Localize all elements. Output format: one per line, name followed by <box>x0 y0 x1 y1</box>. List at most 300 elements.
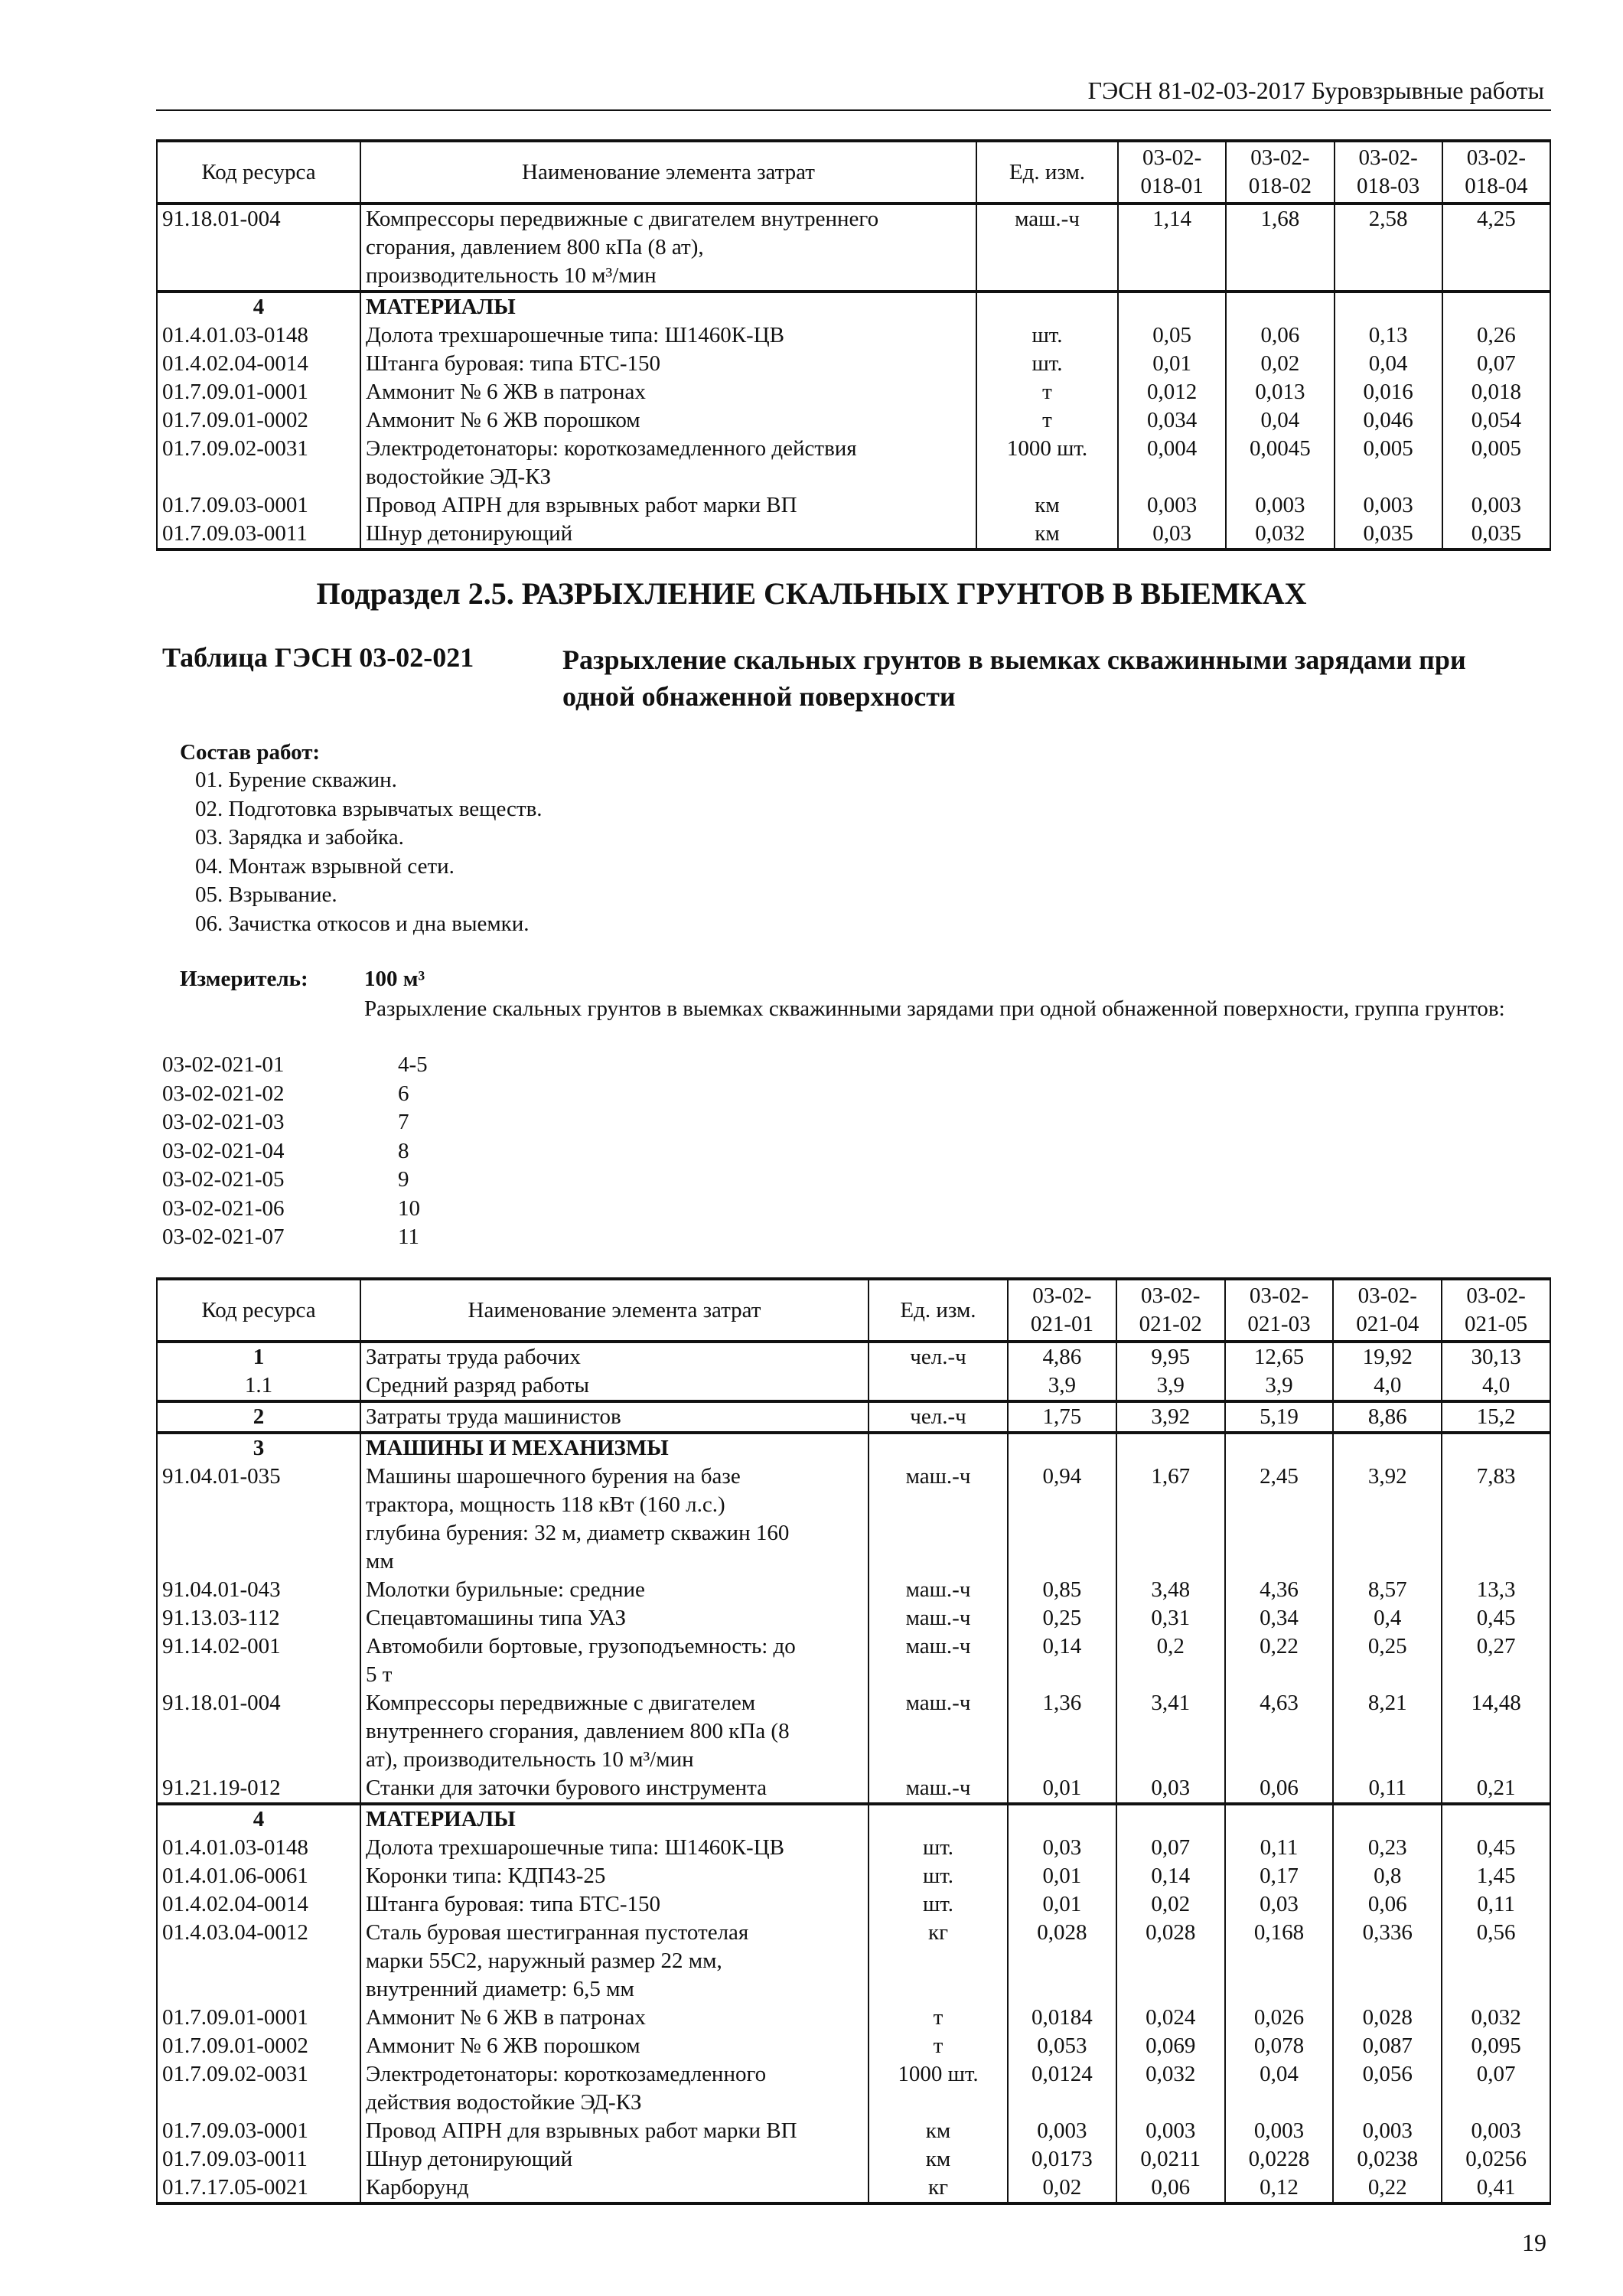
norm-value: 0,01 <box>1008 1890 1116 1919</box>
unit: шт. <box>869 1890 1008 1919</box>
table-row <box>157 1576 1550 1604</box>
norm-value: 0,01 <box>1008 1774 1116 1804</box>
norm-value: 0,07 <box>1442 2060 1550 2117</box>
norm-value: 9,95 <box>1116 1342 1225 1371</box>
header-norm-code: 03-02- 021-05 <box>1442 1279 1550 1342</box>
norm-value: 8,21 <box>1333 1689 1442 1774</box>
resource-code: 01.7.09.03-0011 <box>157 520 360 550</box>
table-row <box>157 1890 1550 1919</box>
soil-group: 10 <box>398 1195 420 1221</box>
works-item: 01. Бурение скважин. <box>195 768 397 792</box>
resource-code: 01.7.09.01-0002 <box>157 406 360 435</box>
measure-code-row <box>162 1195 428 1224</box>
norm-value: 0,04 <box>1226 406 1334 435</box>
norm-value: 0,018 <box>1442 378 1550 406</box>
resource-name: МАТЕРИАЛЫ <box>360 292 976 321</box>
norm-value: 8,86 <box>1333 1401 1442 1433</box>
works-item: 02. Подготовка взрывчатых веществ. <box>195 796 543 821</box>
resource-name: Электродетонаторы: короткозамедленного действия водостойкие ЭД-КЗ <box>360 2060 869 2117</box>
norm-value: 7,83 <box>1442 1463 1550 1576</box>
unit: т <box>869 2004 1008 2032</box>
norm-value <box>1225 1433 1334 1463</box>
norm-value: 0,046 <box>1335 406 1442 435</box>
measure-code: 03-02-021-07 <box>162 1225 285 1249</box>
norm-value <box>1442 1804 1550 1834</box>
norm-value: 0,22 <box>1333 2174 1442 2203</box>
norm-value: 0,095 <box>1442 2032 1550 2060</box>
page-number: 19 <box>1522 2229 1546 2256</box>
norm-value: 0,003 <box>1008 2117 1116 2145</box>
unit: 1000 шт. <box>869 2060 1008 2117</box>
norm-value: 0,035 <box>1335 520 1442 550</box>
norm-value <box>1118 292 1226 321</box>
norm-value: 8,57 <box>1333 1576 1442 1604</box>
unit: шт. <box>976 350 1118 378</box>
norm-value <box>1116 1804 1225 1834</box>
norm-value: 0,03 <box>1118 520 1226 550</box>
resource-name: МАТЕРИАЛЫ <box>360 1804 869 1834</box>
norm-value: 0,45 <box>1442 1604 1550 1632</box>
measure-code-row <box>162 1108 428 1137</box>
resource-code: 01.4.01.03-0148 <box>157 321 360 350</box>
norm-value: 0,2 <box>1116 1632 1225 1689</box>
norm-value: 1,75 <box>1008 1401 1116 1433</box>
norm-value: 1,14 <box>1118 204 1226 292</box>
resource-table-018 <box>156 139 1551 551</box>
norm-value: 0,078 <box>1225 2032 1334 2060</box>
resource-code: 01.4.03.04-0012 <box>157 1919 360 2004</box>
unit: т <box>976 406 1118 435</box>
norm-value: 0,14 <box>1008 1632 1116 1689</box>
header-norm-code: 03-02- 018-03 <box>1335 141 1442 204</box>
resource-name: Шнур детонирующий <box>360 2145 869 2174</box>
soil-group: 4-5 <box>398 1052 428 1077</box>
resource-code: 01.7.09.01-0001 <box>157 2004 360 2032</box>
soil-group: 6 <box>398 1081 409 1106</box>
norm-value: 4,63 <box>1225 1689 1334 1774</box>
norm-value: 0,034 <box>1118 406 1226 435</box>
norm-value <box>1442 1433 1550 1463</box>
norm-value: 0,028 <box>1008 1919 1116 2004</box>
norm-value: 0,11 <box>1225 1834 1334 1862</box>
resource-name: Штанга буровая: типа БТС-150 <box>360 1890 869 1919</box>
norm-value: 0,336 <box>1333 1919 1442 2004</box>
norm-value: 0,85 <box>1008 1576 1116 1604</box>
norm-value: 4,25 <box>1442 204 1550 292</box>
resource-code: 01.7.09.02-0031 <box>157 435 360 491</box>
header-norm-code: 03-02- 021-03 <box>1225 1279 1334 1342</box>
resource-name: Машины шарошечного бурения на базе трактора, мощность 118 кВт (160 л.с.) глубина бурения: 32 м, диаметр скважин 160 мм <box>360 1463 869 1576</box>
norm-value: 0,4 <box>1333 1604 1442 1632</box>
norm-value: 0,04 <box>1335 350 1442 378</box>
table-row <box>157 2032 1550 2060</box>
norm-value: 0,053 <box>1008 2032 1116 2060</box>
norm-value: 0,23 <box>1333 1834 1442 1862</box>
unit: шт. <box>976 321 1118 350</box>
norm-value: 0,003 <box>1335 491 1442 520</box>
resource-code: 01.4.02.04-0014 <box>157 1890 360 1919</box>
norm-value: 0,003 <box>1116 2117 1225 2145</box>
table-row <box>157 2060 1550 2117</box>
table-row <box>157 1371 1550 1401</box>
resource-code: 01.7.09.02-0031 <box>157 2060 360 2117</box>
table-row <box>157 2004 1550 2032</box>
norm-value: 0,087 <box>1333 2032 1442 2060</box>
resource-code: 01.4.01.06-0061 <box>157 1862 360 1890</box>
norm-value: 0,168 <box>1225 1919 1334 2004</box>
norm-value <box>1333 1433 1442 1463</box>
measure-code-row <box>162 1051 428 1080</box>
measure-codes <box>162 1051 428 1252</box>
norm-value: 0,003 <box>1442 491 1550 520</box>
norm-value: 0,0256 <box>1442 2145 1550 2174</box>
norm-value: 0,41 <box>1442 2174 1550 2203</box>
norm-value: 3,9 <box>1008 1371 1116 1401</box>
header-code: Код ресурса <box>157 1279 360 1342</box>
measure-label: Измеритель: <box>180 967 308 991</box>
unit <box>976 292 1118 321</box>
norm-value: 0,003 <box>1118 491 1226 520</box>
unit: км <box>976 520 1118 550</box>
norm-value: 0,25 <box>1008 1604 1116 1632</box>
measure-code: 03-02-021-02 <box>162 1081 285 1106</box>
norm-value: 3,41 <box>1116 1689 1225 1774</box>
norm-value: 0,11 <box>1333 1774 1442 1804</box>
norm-value: 0,028 <box>1116 1919 1225 2004</box>
norm-value: 0,07 <box>1442 350 1550 378</box>
norm-value: 15,2 <box>1442 1401 1550 1433</box>
norm-value: 0,03 <box>1225 1890 1334 1919</box>
norm-value: 0,026 <box>1225 2004 1334 2032</box>
norm-value <box>1008 1804 1116 1834</box>
table-row <box>157 321 1550 350</box>
norm-value: 0,032 <box>1442 2004 1550 2032</box>
table-row <box>157 435 1550 491</box>
norm-value: 0,31 <box>1116 1604 1225 1632</box>
table-row <box>157 2174 1550 2203</box>
resource-name: Аммонит № 6 ЖВ в патронах <box>360 378 976 406</box>
table-row <box>157 1834 1550 1862</box>
unit: км <box>869 2145 1008 2174</box>
resource-code: 01.7.09.01-0001 <box>157 378 360 406</box>
header-row <box>157 1279 1550 1342</box>
norm-value <box>1225 1804 1334 1834</box>
unit: т <box>976 378 1118 406</box>
measure-code: 03-02-021-06 <box>162 1195 285 1221</box>
row-group <box>157 1401 1550 1433</box>
resource-name: Молотки бурильные: средние <box>360 1576 869 1604</box>
resource-code: 01.4.02.04-0014 <box>157 350 360 378</box>
works-list <box>195 766 543 938</box>
resource-name: Штанга буровая: типа БТС-150 <box>360 350 976 378</box>
table-row <box>157 1862 1550 1890</box>
soil-group: 8 <box>398 1138 409 1163</box>
table-row <box>157 1689 1550 1774</box>
norm-value: 0,13 <box>1335 321 1442 350</box>
norm-value: 0,01 <box>1008 1862 1116 1890</box>
unit: кг <box>869 1919 1008 2004</box>
header-name: Наименование элемента затрат <box>360 1279 869 1342</box>
resource-code: 91.13.03-112 <box>157 1604 360 1632</box>
norm-value: 0,056 <box>1333 2060 1442 2117</box>
section-row <box>157 1401 1550 1433</box>
norm-value: 0,02 <box>1116 1890 1225 1919</box>
row-group <box>157 1433 1550 1804</box>
unit: кг <box>869 2174 1008 2203</box>
header-unit: Ед. изм. <box>976 141 1118 204</box>
works-item: 06. Зачистка откосов и дна выемки. <box>195 911 530 936</box>
resource-name: Карборунд <box>360 2174 869 2203</box>
norm-value: 4,0 <box>1442 1371 1550 1401</box>
norm-value: 0,06 <box>1333 1890 1442 1919</box>
norm-value: 12,65 <box>1225 1342 1334 1371</box>
resource-name: Провод АПРН для взрывных работ марки ВП <box>360 2117 869 2145</box>
norm-value: 0,04 <box>1225 2060 1334 2117</box>
header-norm-code: 03-02- 021-01 <box>1008 1279 1116 1342</box>
norm-value: 0,06 <box>1226 321 1334 350</box>
norm-value: 0,05 <box>1118 321 1226 350</box>
resource-name: Компрессоры передвижные с двигателем внутреннего сгорания, давлением 800 кПа (8 ат), производительность 10 м³/мин <box>360 204 976 292</box>
resource-name: Аммонит № 6 ЖВ порошком <box>360 2032 869 2060</box>
resource-code: 1 <box>157 1342 360 1371</box>
norm-value: 0,06 <box>1116 2174 1225 2203</box>
resource-name: Долота трехшарошечные типа: Ш1460К-ЦВ <box>360 321 976 350</box>
norm-value <box>1008 1433 1116 1463</box>
table-header <box>157 1279 1550 1342</box>
resource-code: 91.21.19-012 <box>157 1774 360 1804</box>
norm-value: 1,68 <box>1226 204 1334 292</box>
norm-value <box>1226 292 1334 321</box>
resource-name: Сталь буровая шестигранная пустотелая марки 55С2, наружный размер 22 мм, внутренний диаметр: 6,5 мм <box>360 1919 869 2004</box>
norm-value <box>1442 292 1550 321</box>
section-row <box>157 1433 1550 1463</box>
header-norm-code: 03-02- 018-01 <box>1118 141 1226 204</box>
table-row <box>157 350 1550 378</box>
table-row <box>157 2145 1550 2174</box>
resource-code: 91.04.01-043 <box>157 1576 360 1604</box>
resource-code: 01.7.09.01-0002 <box>157 2032 360 2060</box>
norm-value: 0,003 <box>1226 491 1334 520</box>
measure-code-row <box>162 1080 428 1109</box>
unit: маш.-ч <box>976 204 1118 292</box>
norm-value: 0,003 <box>1442 2117 1550 2145</box>
unit <box>869 1433 1008 1463</box>
header-unit: Ед. изм. <box>869 1279 1008 1342</box>
norm-value: 0,8 <box>1333 1862 1442 1890</box>
unit: маш.-ч <box>869 1774 1008 1804</box>
resource-name: Автомобили бортовые, грузоподъемность: до 5 т <box>360 1632 869 1689</box>
header-row <box>157 141 1550 204</box>
norm-value: 0,035 <box>1442 520 1550 550</box>
unit: маш.-ч <box>869 1604 1008 1632</box>
row-group <box>157 1342 1550 1401</box>
norm-value: 4,36 <box>1225 1576 1334 1604</box>
unit: маш.-ч <box>869 1576 1008 1604</box>
norm-value: 3,9 <box>1116 1371 1225 1401</box>
norm-value: 4,86 <box>1008 1342 1116 1371</box>
header-name: Наименование элемента затрат <box>360 141 976 204</box>
norm-value: 0,012 <box>1118 378 1226 406</box>
norm-value: 13,3 <box>1442 1576 1550 1604</box>
table-row <box>157 204 1550 292</box>
norm-value: 3,92 <box>1333 1463 1442 1576</box>
unit: маш.-ч <box>869 1463 1008 1576</box>
norm-value: 0,26 <box>1442 321 1550 350</box>
header-norm-code: 03-02- 021-02 <box>1116 1279 1225 1342</box>
section-row <box>157 1804 1550 1834</box>
resource-code: 4 <box>157 292 360 321</box>
header-norm-code: 03-02- 021-04 <box>1333 1279 1442 1342</box>
norm-value: 0,032 <box>1116 2060 1225 2117</box>
measure-code: 03-02-021-04 <box>162 1138 285 1163</box>
norm-value <box>1116 1433 1225 1463</box>
table-row <box>157 406 1550 435</box>
resource-name: Долота трехшарошечные типа: Ш1460К-ЦВ <box>360 1834 869 1862</box>
norm-value: 0,0211 <box>1116 2145 1225 2174</box>
norm-value: 0,27 <box>1442 1632 1550 1689</box>
table-row <box>157 1632 1550 1689</box>
table-row <box>157 378 1550 406</box>
measure-code: 03-02-021-03 <box>162 1110 285 1134</box>
measure-code-row <box>162 1137 428 1166</box>
resource-name: Средний разряд работы <box>360 1371 869 1401</box>
resource-code: 2 <box>157 1401 360 1433</box>
resource-name: Спецавтомашины типа УАЗ <box>360 1604 869 1632</box>
table-caption: Разрыхление скальных грунтов в выемках скважинными зарядами при одной обнаженной поверхности <box>562 644 1466 712</box>
resource-code: 01.7.09.03-0001 <box>157 491 360 520</box>
norm-value: 19,92 <box>1333 1342 1442 1371</box>
resource-code: 1.1 <box>157 1371 360 1401</box>
norm-value <box>1333 1804 1442 1834</box>
norm-value: 0,17 <box>1225 1862 1334 1890</box>
norm-value: 1,45 <box>1442 1862 1550 1890</box>
norm-value: 3,92 <box>1116 1401 1225 1433</box>
norm-value: 3,48 <box>1116 1576 1225 1604</box>
soil-group: 9 <box>398 1167 409 1192</box>
resource-code: 01.4.01.03-0148 <box>157 1834 360 1862</box>
row-group <box>157 292 1550 550</box>
norm-value: 2,45 <box>1225 1463 1334 1576</box>
header-code: Код ресурса <box>157 141 360 204</box>
norm-value: 0,45 <box>1442 1834 1550 1862</box>
measure-code-row <box>162 1223 428 1252</box>
unit: чел.-ч <box>869 1342 1008 1371</box>
norm-value: 0,34 <box>1225 1604 1334 1632</box>
unit: 1000 шт. <box>976 435 1118 491</box>
norm-value: 0,25 <box>1333 1632 1442 1689</box>
measure-code: 03-02-021-01 <box>162 1052 285 1077</box>
norm-value: 0,032 <box>1226 520 1334 550</box>
norm-value: 0,054 <box>1442 406 1550 435</box>
table-row <box>157 491 1550 520</box>
norm-value: 2,58 <box>1335 204 1442 292</box>
norm-value: 0,028 <box>1333 2004 1442 2032</box>
norm-value: 3,9 <box>1225 1371 1334 1401</box>
resource-name: МАШИНЫ И МЕХАНИЗМЫ <box>360 1433 869 1463</box>
norm-value: 1,67 <box>1116 1463 1225 1576</box>
header-norm-code: 03-02- 018-04 <box>1442 141 1550 204</box>
resource-code: 01.7.09.03-0011 <box>157 2145 360 2174</box>
unit: шт. <box>869 1862 1008 1890</box>
resource-name: Компрессоры передвижные с двигателем внутреннего сгорания, давлением 800 кПа (8 ат), производительность 10 м³/мин <box>360 1689 869 1774</box>
unit <box>869 1371 1008 1401</box>
measure-unit: 100 м³ <box>364 967 425 991</box>
unit: маш.-ч <box>869 1689 1008 1774</box>
resource-code: 01.7.09.03-0001 <box>157 2117 360 2145</box>
norm-value: 0,94 <box>1008 1463 1116 1576</box>
norm-value: 0,07 <box>1116 1834 1225 1862</box>
norm-value: 1,36 <box>1008 1689 1116 1774</box>
section-row <box>157 1342 1550 1371</box>
norm-value: 0,02 <box>1008 2174 1116 2203</box>
norm-value: 30,13 <box>1442 1342 1550 1371</box>
resource-name: Станки для заточки бурового инструмента <box>360 1774 869 1804</box>
norm-value: 0,03 <box>1008 1834 1116 1862</box>
running-header: ГЭСН 81-02-03-2017 Буровзрывные работы <box>1087 77 1544 104</box>
norm-value: 0,56 <box>1442 1919 1550 2004</box>
works-title: Состав работ: <box>180 740 321 765</box>
unit: чел.-ч <box>869 1401 1008 1433</box>
norm-value: 5,19 <box>1225 1401 1334 1433</box>
norm-value: 0,0173 <box>1008 2145 1116 2174</box>
table-row <box>157 1919 1550 2004</box>
resource-name: Провод АПРН для взрывных работ марки ВП <box>360 491 976 520</box>
norm-value: 0,0124 <box>1008 2060 1116 2117</box>
header-norm-code: 03-02- 018-02 <box>1226 141 1334 204</box>
resource-code: 01.7.17.05-0021 <box>157 2174 360 2203</box>
subsection-title: Подраздел 2.5. РАЗРЫХЛЕНИЕ СКАЛЬНЫХ ГРУНТОВ В ВЫЕМКАХ <box>316 576 1307 611</box>
resource-name: Электродетонаторы: короткозамедленного действия водостойкие ЭД-КЗ <box>360 435 976 491</box>
soil-group: 11 <box>398 1225 419 1249</box>
resource-code: 91.14.02-001 <box>157 1632 360 1689</box>
norm-value: 0,02 <box>1226 350 1334 378</box>
table-header <box>157 141 1550 204</box>
resource-name: Шнур детонирующий <box>360 520 976 550</box>
measure-description: Разрыхление скальных грунтов в выемках скважинными зарядами при одной обнаженной поверхности, группа грунтов: <box>364 996 1505 1021</box>
resource-code: 4 <box>157 1804 360 1834</box>
table-row <box>157 1463 1550 1576</box>
resource-code: 91.18.01-004 <box>157 1689 360 1774</box>
table-row <box>157 2117 1550 2145</box>
resource-name: Аммонит № 6 ЖВ в патронах <box>360 2004 869 2032</box>
norm-value: 0,21 <box>1442 1774 1550 1804</box>
norm-value: 0,0045 <box>1226 435 1334 491</box>
unit: маш.-ч <box>869 1632 1008 1689</box>
norm-value: 4,0 <box>1333 1371 1442 1401</box>
norm-value: 0,016 <box>1335 378 1442 406</box>
norm-value: 0,06 <box>1225 1774 1334 1804</box>
header-rule <box>156 109 1551 111</box>
norm-value: 0,005 <box>1442 435 1550 491</box>
norm-value: 0,01 <box>1118 350 1226 378</box>
resource-name: Затраты труда машинистов <box>360 1401 869 1433</box>
table-row <box>157 520 1550 550</box>
table-row <box>157 1604 1550 1632</box>
unit: км <box>869 2117 1008 2145</box>
table-label: Таблица ГЭСН 03-02-021 <box>162 642 474 673</box>
norm-value: 0,005 <box>1335 435 1442 491</box>
resource-name: Аммонит № 6 ЖВ порошком <box>360 406 976 435</box>
works-item: 05. Взрывание. <box>195 882 337 907</box>
unit: т <box>869 2032 1008 2060</box>
norm-value: 0,14 <box>1116 1862 1225 1890</box>
norm-value: 0,0238 <box>1333 2145 1442 2174</box>
resource-name: Затраты труда рабочих <box>360 1342 869 1371</box>
norm-value: 0,013 <box>1226 378 1334 406</box>
section-row <box>157 292 1550 321</box>
measure-code-row <box>162 1166 428 1195</box>
works-item: 03. Зарядка и забойка. <box>195 825 404 850</box>
